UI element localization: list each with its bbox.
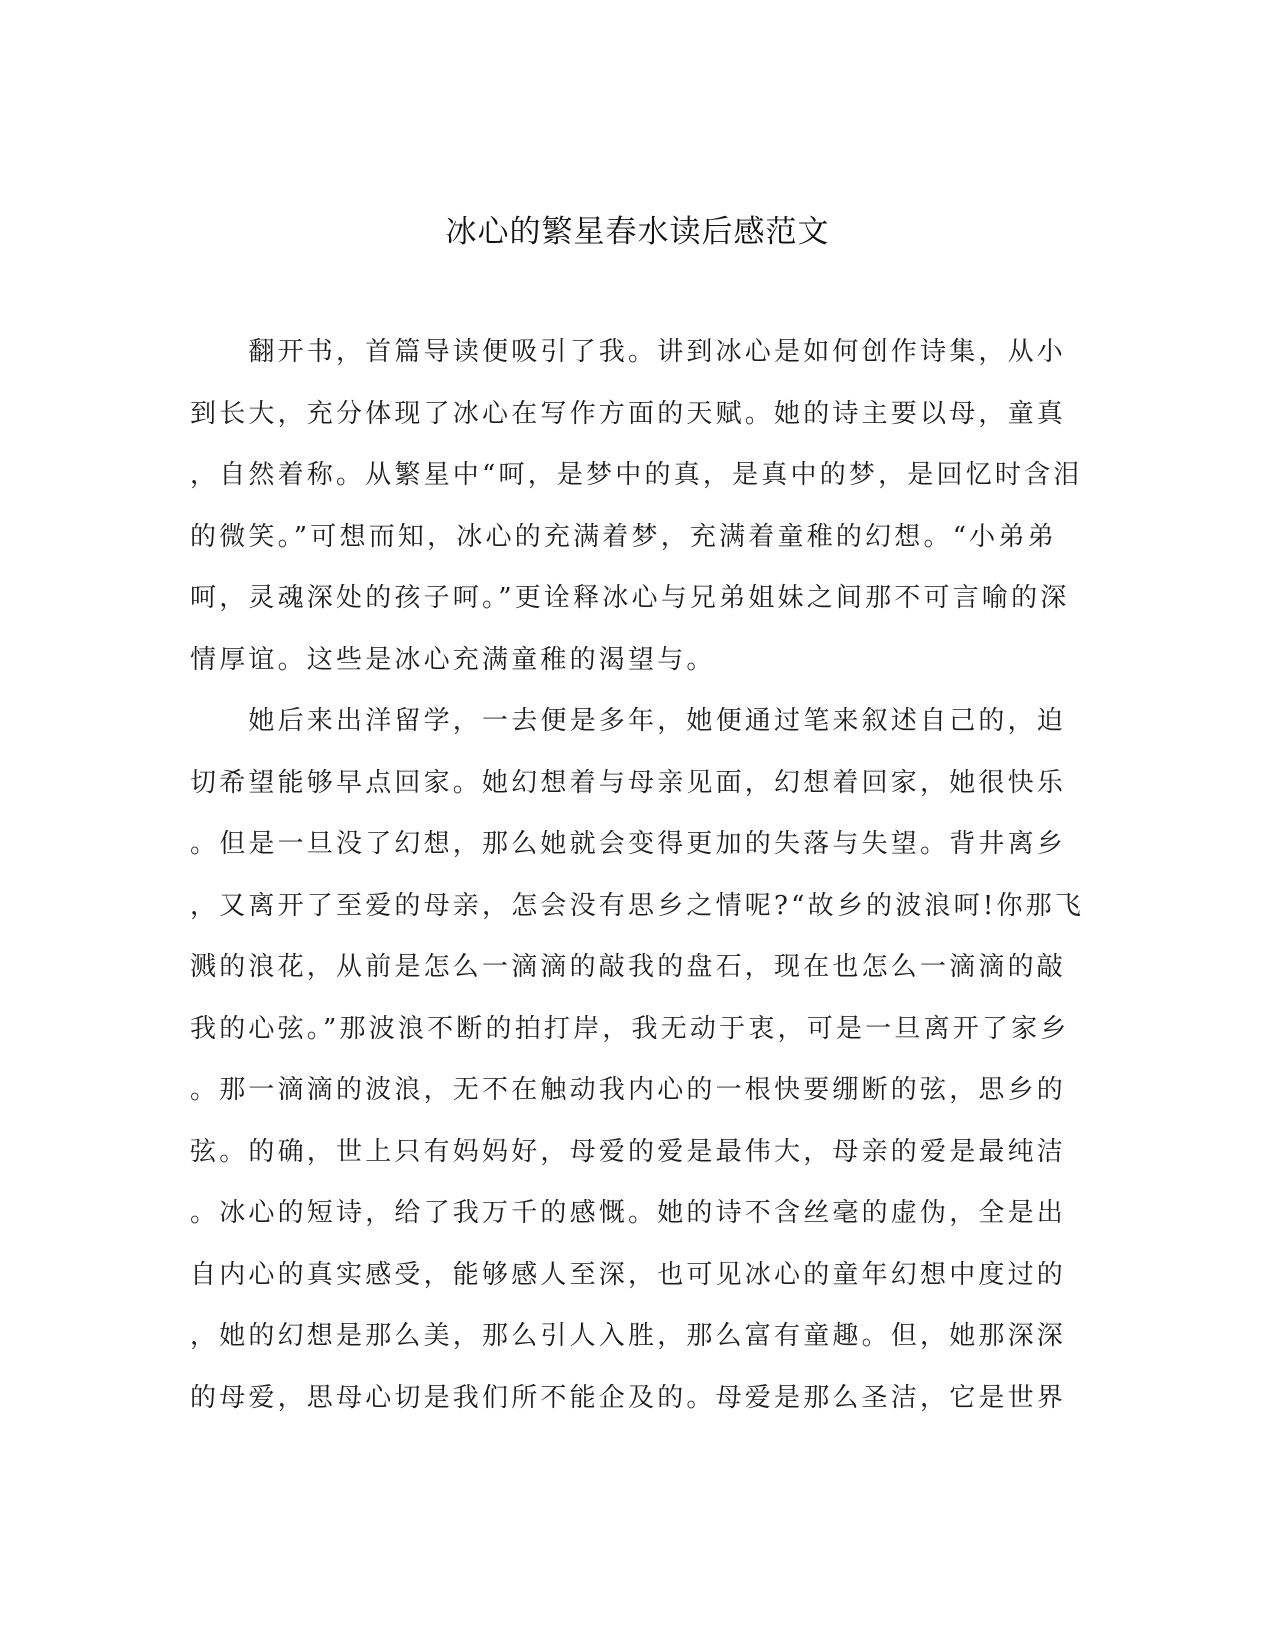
- body-line: 到长大，充分体现了冰心在写作方面的天赋。她的诗主要以母，童真: [190, 398, 1067, 429]
- body-line: ，自然着称。从繁星中“呵，是梦中的真，是真中的梦，是回忆时含泪: [190, 460, 1083, 490]
- body-line: 。但是一旦没了幻想，那么她就会变得更加的失落与失望。背井离乡: [190, 829, 1067, 859]
- body-line: ，又离开了至爱的母亲，怎会没有思乡之情呢?“故乡的波浪呵!你那飞: [190, 890, 1085, 921]
- body-line: 她后来出洋留学，一去便是多年，她便通过笔来叙述自己的，迫: [190, 706, 1067, 736]
- body-line: 。那一滴滴的波浪，无不在触动我内心的一根快要绷断的弦，思乡的: [190, 1075, 1067, 1105]
- body-line: 我的心弦。”那波浪不断的拍打岸，我无动于衷，可是一旦离开了家乡: [190, 1013, 1070, 1044]
- body-line: 呵，灵魂深处的孩子呵。”更诠释冰心与兄弟姐妹之间那不可言喻的深: [190, 583, 1070, 613]
- document-body: [190, 330, 1085, 1437]
- body-line: 切希望能够早点回家。她幻想着与母亲见面，幻想着回家，她很快乐: [190, 767, 1067, 798]
- body-line: 自内心的真实感受，能够感人至深，也可见冰心的童年幻想中度过的: [190, 1259, 1067, 1290]
- body-line: 溅的浪花，从前是怎么一滴滴的敲我的盘石，现在也怎么一滴滴的敲: [190, 952, 1067, 982]
- body-line: 的微笑。”可想而知，冰心的充满着梦，充满着童稚的幻想。“小弟弟: [190, 521, 1057, 552]
- body-line: 。冰心的短诗，给了我万千的感慨。她的诗不含丝毫的虚伪，全是出: [190, 1198, 1067, 1228]
- body-line: 的母爱，思母心切是我们所不能企及的。母爱是那么圣洁，它是世界: [190, 1382, 1067, 1413]
- body-line: 情厚谊。这些是冰心充满童稚的渴望与。: [190, 644, 716, 675]
- body-line: 弦。的确，世上只有妈妈好，母爱的爱是最伟大，母亲的爱是最纯洁: [190, 1136, 1067, 1167]
- document-title: 冰心的繁星春水读后感范文: [445, 214, 830, 250]
- body-line: ，她的幻想是那么美，那么引人入胜，那么富有童趣。但，她那深深: [190, 1321, 1067, 1351]
- body-line: 翻开书，首篇导读便吸引了我。讲到冰心是如何创作诗集，从小: [190, 337, 1067, 367]
